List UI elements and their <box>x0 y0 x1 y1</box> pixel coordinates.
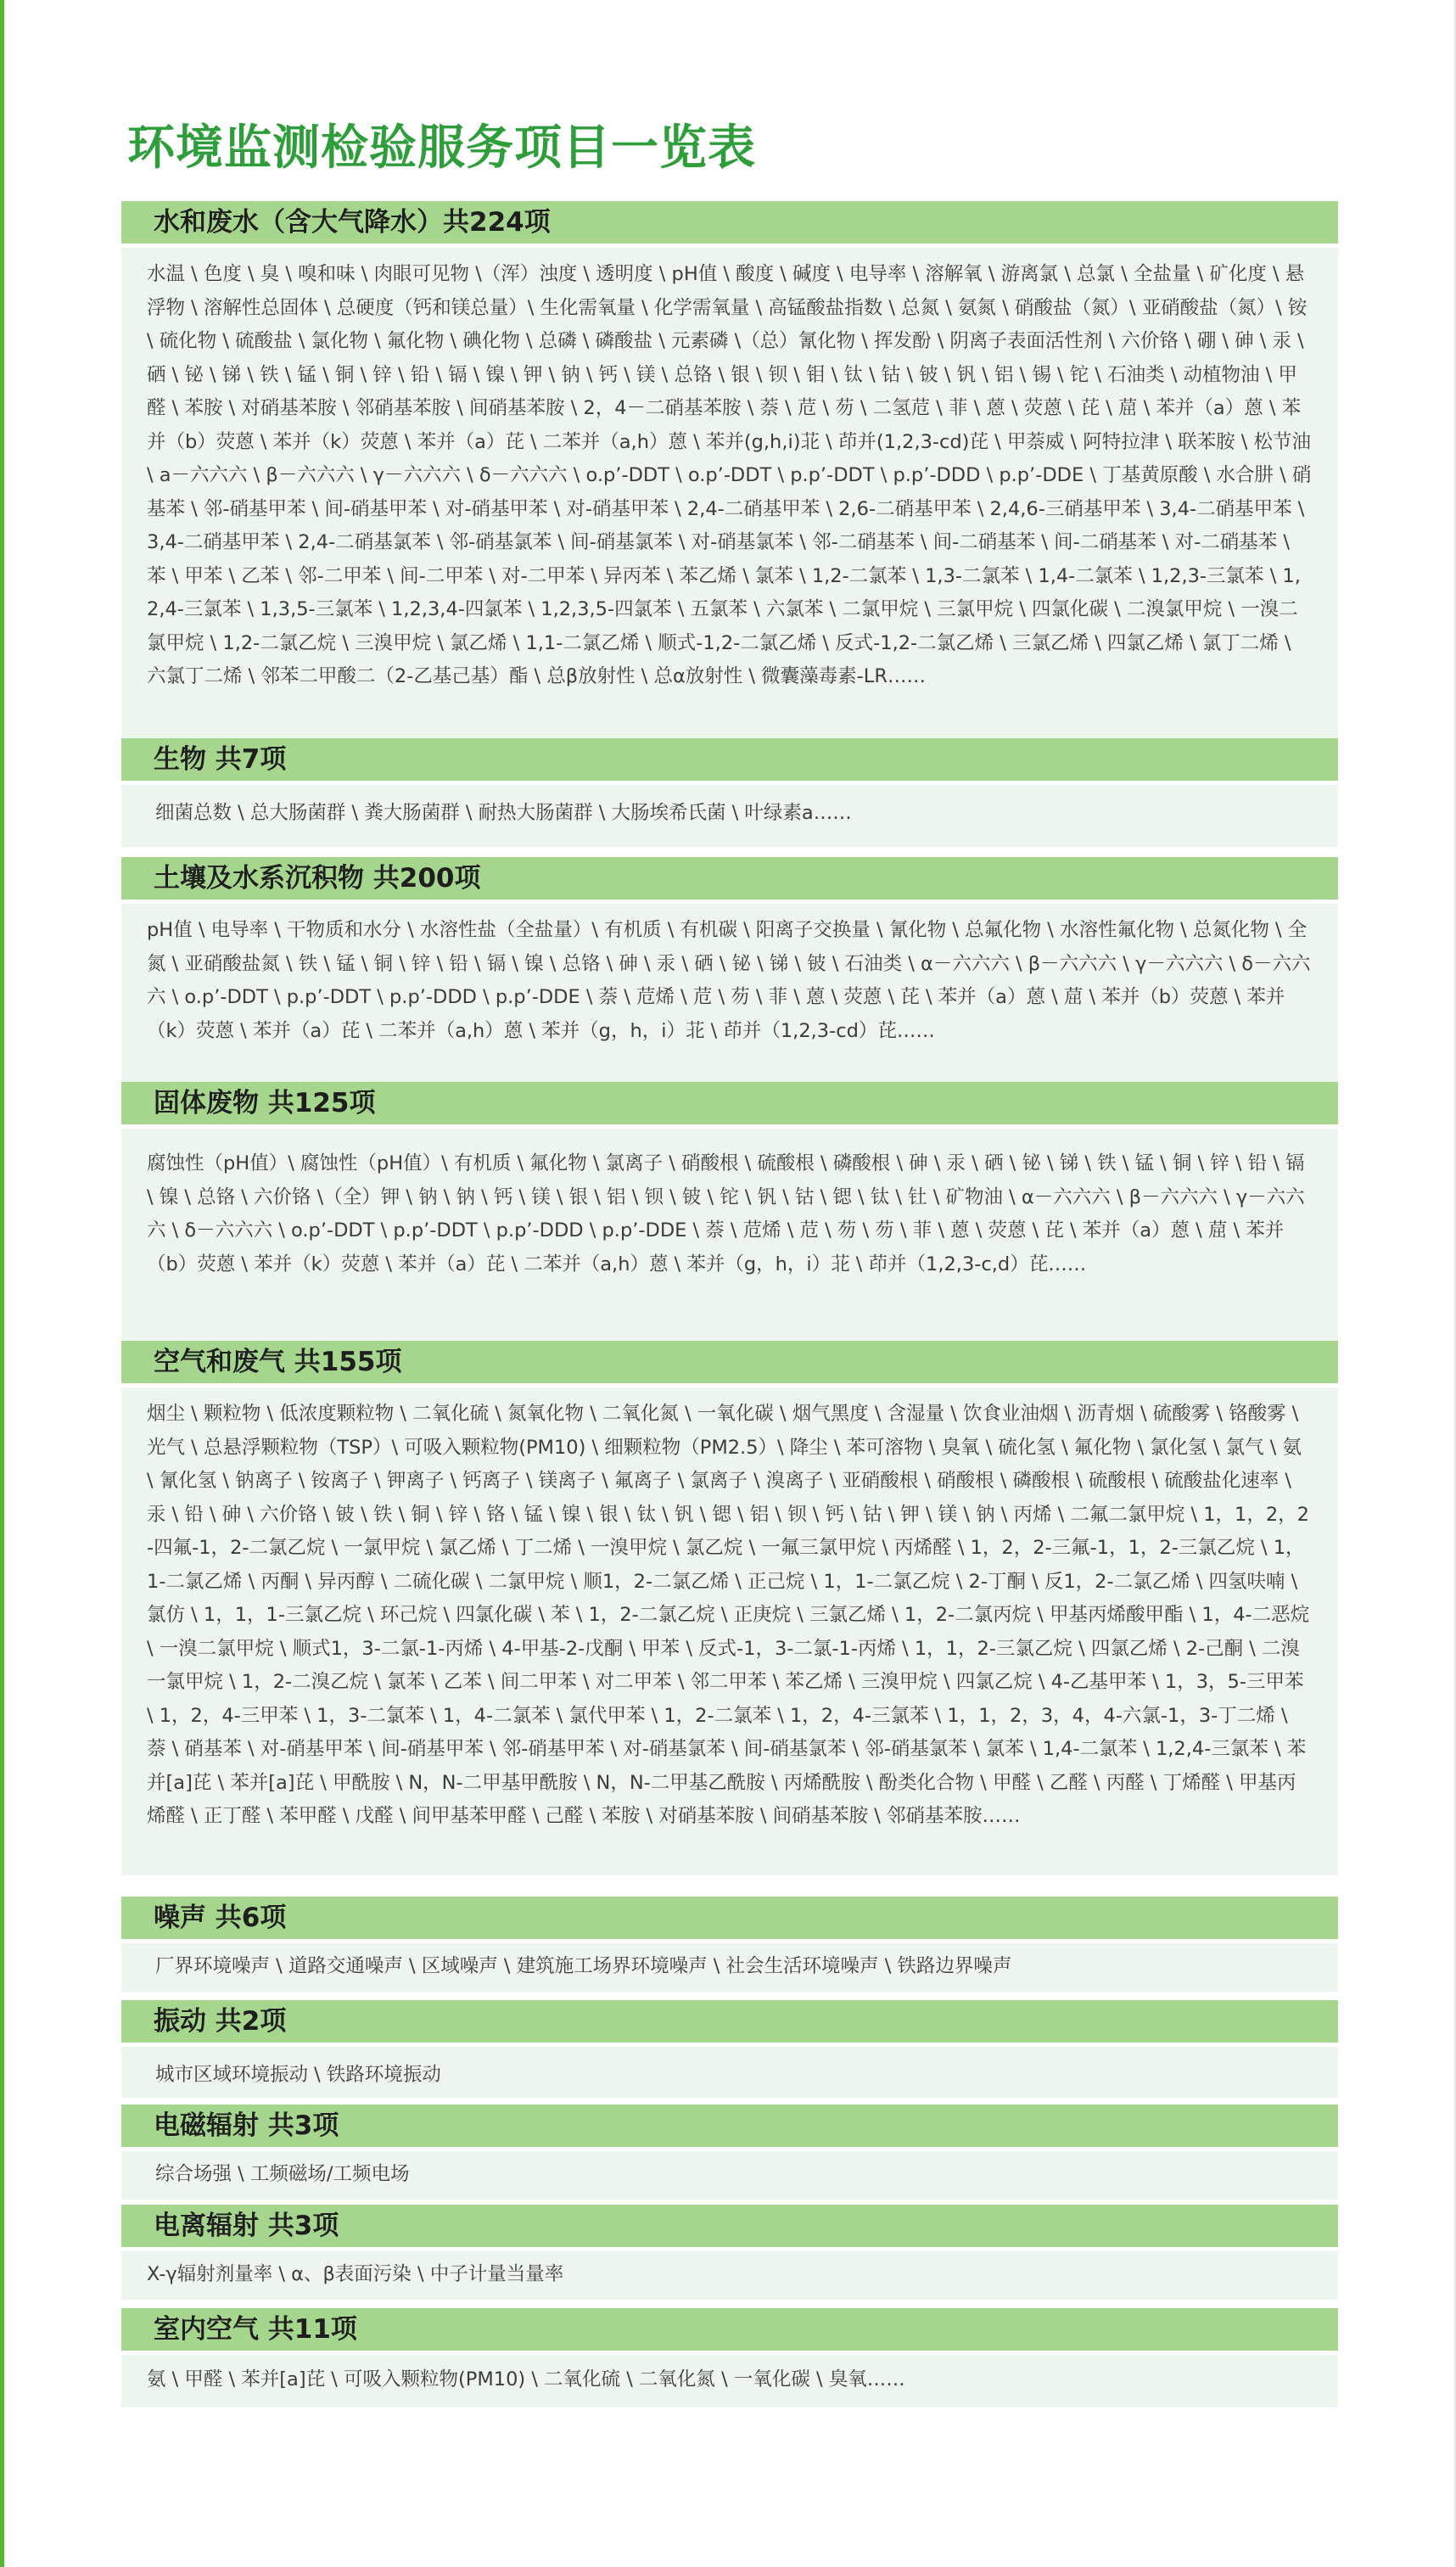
section-body-soil: pH值 \ 电导率 \ 干物质和水分 \ 水溶性盐（全盐量）\ 有机质 \ 有机碳 \ 阳离子交换量 \ 氰化物 \ 总氟化物 \ 水溶性氟化物 \ 总氮化物 \ 全氮 \ 亚硝酸盐氮 \ 铁 \ 锰 \ 铜 \ 锌 \ 铅 \ 镉 \ 镍 \ 总铬 \ 砷 \ 汞 \ 硒 \ 铋 \ 锑 \ 铍 \ 石油类 \ α－六六六 \ β－六六六 \ γ－六六六 \ δ－六六六 \ o.p’-DDT \ p.p’-DDT \ p.p’-DDD \ p.p’-DDE \ 萘 \ 苊烯 \ 苊 \ 芴 \ 菲 \ 蒽 \ 荧蒽 \ 芘 \ 苯并（a）蒽 \ 䓛 \ 苯并（b）荧蒽 \ 苯并（k）荧蒽 \ 苯并（a）芘 \ 二苯并（a,h）蒽 \ 苯并（g，h，i）苝 \ 茚并（1,2,3-cd）芘…… <box>121 904 1338 1085</box>
section-soil <box>121 857 1338 1085</box>
section-ionizing-radiation <box>121 2205 1338 2300</box>
left-accent-bar <box>0 0 4 2567</box>
section-biology <box>121 738 1338 847</box>
section-body-ionizing-radiation: X-γ辐射剂量率 \ α、β表面污染 \ 中子计量当量率 <box>121 2251 1338 2300</box>
section-header-noise: 噪声 共6项 <box>121 1897 1338 1939</box>
section-body-air: 烟尘 \ 颗粒物 \ 低浓度颗粒物 \ 二氧化硫 \ 氮氧化物 \ 二氧化氮 \ 一氧化碳 \ 烟气黑度 \ 含湿量 \ 饮食业油烟 \ 沥青烟 \ 硫酸雾 \ 铬酸雾 \ 光气 \ 总悬浮颗粒物（TSP）\ 可吸入颗粒物(PM10) \ 细颗粒物（PM2.5）\ 降尘 \ 苯可溶物 \ 臭氧 \ 硫化氢 \ 氟化物 \ 氯化氢 \ 氯气 \ 氨 \ 氰化氢 \ 钠离子 \ 铵离子 \ 钾离子 \ 钙离子 \ 镁离子 \ 氟离子 \ 氯离子 \ 溴离子 \ 亚硝酸根 \ 硝酸根 \ 磷酸根 \ 硫酸根 \ 硫酸盐化速率 \ 汞 \ 铅 \ 砷 \ 六价铬 \ 铍 \ 铁 \ 铜 \ 锌 \ 铬 \ 锰 \ 镍 \ 银 \ 钛 \ 钒 \ 锶 \ 铝 \ 钡 \ 钙 \ 钴 \ 钾 \ 镁 \ 钠 \ 丙烯 \ 二氟二氯甲烷 \ 1，1，2，2-四氟-1，2-二氯乙烷 \ 一氯甲烷 \ 氯乙烯 \ 丁二烯 \ 一溴甲烷 \ 氯乙烷 \ 一氟三氯甲烷 \ 丙烯醛 \ 1，2，2-三氟-1，1，2-三氯乙烷 \ 1，1-二氯乙烯 \ 丙酮 \ 异丙醇 \ 二硫化碳 \ 二氯甲烷 \ 顺1，2-二氯乙烯 \ 正己烷 \ 1，1-二氯乙烷 \ 2-丁酮 \ 反1，2-二氯乙烯 \ 四氢呋喃 \ 氯仿 \ 1，1，1-三氯乙烷 \ 环己烷 \ 四氯化碳 \ 苯 \ 1，2-二氯乙烷 \ 正庚烷 \ 三氯乙烯 \ 1，2-二氯丙烷 \ 甲基丙烯酸甲酯 \ 1，4-二恶烷 \ 一溴二氯甲烷 \ 顺式1，3-二氯-1-丙烯 \ 4-甲基-2-戊酮 \ 甲苯 \ 反式-1，3-二氯-1-丙烯 \ 1，1，2-三氯乙烷 \ 四氯乙烯 \ 2-己酮 \ 二溴一氯甲烷 \ 1，2-二溴乙烷 \ 氯苯 \ 乙苯 \ 间二甲苯 \ 对二甲苯 \ 邻二甲苯 \ 苯乙烯 \ 三溴甲烷 \ 四氯乙烷 \ 4-乙基甲苯 \ 1，3，5-三甲苯 \ 1，2，4-三甲苯 \ 1，3-二氯苯 \ 1，4-二氯苯 \ 氯代甲苯 \ 1，2-二氯苯 \ 1，2，4-三氯苯 \ 1，1，2，3，4，4-六氯-1，3-丁二烯 \ 萘 \ 硝基苯 \ 对-硝基甲苯 \ 间-硝基甲苯 \ 邻-硝基甲苯 \ 对-硝基氯苯 \ 间-硝基氯苯 \ 邻-硝基氯苯 \ 氯苯 \ 1,4-二氯苯 \ 1,2,4-三氯苯 \ 苯并[a]芘 \ 苯并[a]芘 \ 甲酰胺 \ N，N-二甲基甲酰胺 \ N，N-二甲基乙酰胺 \ 丙烯酰胺 \ 酚类化合物 \ 甲醛 \ 乙醛 \ 丙醛 \ 丁烯醛 \ 甲基丙烯醛 \ 正丁醛 \ 苯甲醛 \ 戊醛 \ 间甲基苯甲醛 \ 己醛 \ 苯胺 \ 对硝基苯胺 \ 间硝基苯胺 \ 邻硝基苯胺…… <box>121 1387 1338 1875</box>
section-header-water: 水和废水（含大气降水）共224项 <box>121 201 1338 244</box>
section-header-soil: 土壤及水系沉积物 共200项 <box>121 857 1338 900</box>
section-vibration <box>121 2000 1338 2098</box>
section-header-solid-waste: 固体废物 共125项 <box>121 1082 1338 1124</box>
section-indoor-air <box>121 2308 1338 2407</box>
section-water <box>121 201 1338 770</box>
section-header-indoor-air: 室内空气 共11项 <box>121 2308 1338 2351</box>
section-header-air: 空气和废气 共155项 <box>121 1341 1338 1383</box>
section-body-water: 水温 \ 色度 \ 臭 \ 嗅和味 \ 肉眼可见物 \（浑）浊度 \ 透明度 \ pH值 \ 酸度 \ 碱度 \ 电导率 \ 溶解氧 \ 游离氯 \ 总氯 \ 全盐量 \ 矿化度 \ 悬浮物 \ 溶解性总固体 \ 总硬度（钙和镁总量）\ 生化需氧量 \ 化学需氧量 \ 高锰酸盐指数 \ 总氮 \ 氨氮 \ 硝酸盐（氮）\ 亚硝酸盐（氮）\ 铵 \ 硫化物 \ 硫酸盐 \ 氯化物 \ 氟化物 \ 碘化物 \ 总磷 \ 磷酸盐 \ 元素磷 \（总）氰化物 \ 挥发酚 \ 阴离子表面活性剂 \ 六价铬 \ 硼 \ 砷 \ 汞 \ 硒 \ 铋 \ 锑 \ 铁 \ 锰 \ 铜 \ 锌 \ 铅 \ 镉 \ 镍 \ 钾 \ 钠 \ 钙 \ 镁 \ 总铬 \ 银 \ 钡 \ 钼 \ 钛 \ 钴 \ 铍 \ 钒 \ 铝 \ 锡 \ 铊 \ 石油类 \ 动植物油 \ 甲醛 \ 苯胺 \ 对硝基苯胺 \ 邻硝基苯胺 \ 间硝基苯胺 \ 2，4－二硝基苯胺 \ 萘 \ 苊 \ 芴 \ 二氢苊 \ 菲 \ 蒽 \ 荧蒽 \ 芘 \ 䓛 \ 苯并（a）蒽 \ 苯并（b）荧蒽 \ 苯并（k）荧蒽 \ 苯并（a）芘 \ 二苯并（a,h）蒽 \ 苯并(g,h,i)苝 \ 茚并(1,2,3-cd)芘 \ 甲萘威 \ 阿特拉津 \ 联苯胺 \ 松节油 \ a－六六六 \ β－六六六 \ γ－六六六 \ δ－六六六 \ o.p’-DDT \ o.p’-DDT \ p.p’-DDT \ p.p’-DDD \ p.p’-DDE \ 丁基黄原酸 \ 水合肼 \ 硝基苯 \ 邻-硝基甲苯 \ 间-硝基甲苯 \ 对-硝基甲苯 \ 对-硝基甲苯 \ 2,4-二硝基甲苯 \ 2,6-二硝基甲苯 \ 2,4,6-三硝基甲苯 \ 3,4-二硝基甲苯 \ 3,4-二硝基甲苯 \ 2,4-二硝基氯苯 \ 邻-硝基氯苯 \ 间-硝基氯苯 \ 对-硝基氯苯 \ 邻-二硝基苯 \ 间-二硝基苯 \ 间-二硝基苯 \ 对-二硝基苯 \ 苯 \ 甲苯 \ 乙苯 \ 邻-二甲苯 \ 间-二甲苯 \ 对-二甲苯 \ 异丙苯 \ 苯乙烯 \ 氯苯 \ 1,2-二氯苯 \ 1,3-二氯苯 \ 1,4-二氯苯 \ 1,2,3-三氯苯 \ 1,2,4-三氯苯 \ 1,3,5-三氯苯 \ 1,2,3,4-四氯苯 \ 1,2,3,5-四氯苯 \ 五氯苯 \ 六氯苯 \ 二氯甲烷 \ 三氯甲烷 \ 四氯化碳 \ 二溴氯甲烷 \ 一溴二氯甲烷 \ 1,2-二氯乙烷 \ 三溴甲烷 \ 氯乙烯 \ 1,1-二氯乙烯 \ 顺式-1,2-二氯乙烯 \ 反式-1,2-二氯乙烯 \ 三氯乙烯 \ 四氯乙烯 \ 氯丁二烯 \ 六氯丁二烯 \ 邻苯二甲酸二（2-乙基己基）酯 \ 总β放射性 \ 总α放射性 \ 微囊藻毒素-LR…… <box>121 248 1338 770</box>
section-noise <box>121 1897 1338 1992</box>
section-solid-waste <box>121 1082 1338 1341</box>
section-body-noise: 厂界环境噪声 \ 道路交通噪声 \ 区域噪声 \ 建筑施工场界环境噪声 \ 社会生活环境噪声 \ 铁路边界噪声 <box>121 1943 1338 1992</box>
section-header-biology: 生物 共7项 <box>121 738 1338 781</box>
section-body-indoor-air: 氨 \ 甲醛 \ 苯并[a]芘 \ 可吸入颗粒物(PM10) \ 二氧化硫 \ 二氧化氮 \ 一氧化碳 \ 臭氧…… <box>121 2355 1338 2407</box>
section-header-vibration: 振动 共2项 <box>121 2000 1338 2043</box>
section-header-em-radiation: 电磁辐射 共3项 <box>121 2105 1338 2147</box>
section-body-biology: 细菌总数 \ 总大肠菌群 \ 粪大肠菌群 \ 耐热大肠菌群 \ 大肠埃希氏菌 \ 叶绿素a…… <box>121 785 1338 847</box>
section-body-em-radiation: 综合场强 \ 工频磁场/工频电场 <box>121 2151 1338 2200</box>
section-header-ionizing-radiation: 电离辐射 共3项 <box>121 2205 1338 2247</box>
section-air <box>121 1341 1338 1875</box>
page-title: 环境监测检验服务项目一览表 <box>127 121 756 176</box>
section-body-solid-waste: 腐蚀性（pH值）\ 腐蚀性（pH值）\ 有机质 \ 氟化物 \ 氯离子 \ 硝酸根 \ 硫酸根 \ 磷酸根 \ 砷 \ 汞 \ 硒 \ 铋 \ 锑 \ 铁 \ 锰 \ 铜 \ 锌 \ 铅 \ 镉 \ 镍 \ 总铬 \ 六价铬 \（全）钾 \ 钠 \ 钠 \ 钙 \ 镁 \ 银 \ 铝 \ 钡 \ 铍 \ 铊 \ 钒 \ 钴 \ 锶 \ 钛 \ 钍 \ 矿物油 \ α－六六六 \ β－六六六 \ γ－六六六 \ δ－六六六 \ o.p’-DDT \ p.p’-DDT \ p.p’-DDD \ p.p’-DDE \ 萘 \ 苊烯 \ 苊 \ 芴 \ 芴 \ 菲 \ 蒽 \ 荧蒽 \ 芘 \ 苯并（a）蒽 \ 䓛 \ 苯并（b）荧蒽 \ 苯并（k）荧蒽 \ 苯并（a）芘 \ 二苯并（a,h）蒽 \ 苯并（g，h，i）苝 \ 茚并（1,2,3-c,d）芘…… <box>121 1129 1338 1341</box>
section-body-vibration: 城市区域环境振动 \ 铁路环境振动 <box>121 2047 1338 2098</box>
section-em-radiation <box>121 2105 1338 2200</box>
